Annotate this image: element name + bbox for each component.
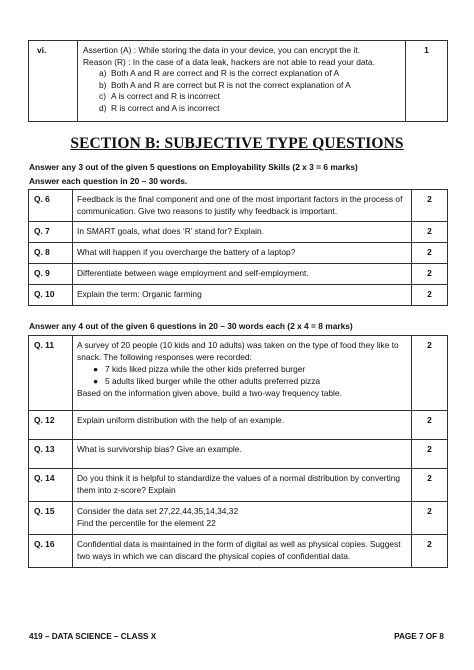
- marks-cell: 2: [412, 502, 448, 535]
- marks-cell: 2: [412, 264, 448, 285]
- marks-cell: 2: [412, 190, 448, 222]
- q11-intro: A survey of 20 people (10 kids and 10 adults) was taken on the type of food they like to snack. The following responses were recorded:: [77, 340, 399, 362]
- table-row: [29, 285, 448, 306]
- instruction-word-limit: Answer each question in 20 – 30 words.: [29, 176, 188, 186]
- marks-cell: 2: [412, 222, 448, 243]
- question-text: What will happen if you overcharge the battery of a laptop?: [73, 243, 412, 264]
- option-letter: d): [99, 102, 107, 113]
- option-letter: b): [99, 79, 107, 90]
- bullet-icon: ●: [93, 364, 99, 375]
- table-row: [29, 502, 448, 535]
- assertion-line: Assertion (A) : While storing the data in your device, you can encrypt the it.: [83, 45, 360, 55]
- reason-line: Reason (R) : In the case of a data leak, hackers are not able to read your data.: [83, 56, 375, 67]
- question-number: Q. 15: [29, 502, 73, 535]
- bullet-text: 7 kids liked pizza while the other kids preferred burger: [105, 364, 306, 375]
- question-number: Q. 10: [29, 285, 73, 306]
- question-text: What is survivorship bias? Give an example.: [73, 440, 412, 469]
- question-number: Q. 12: [29, 411, 73, 440]
- question-text: [73, 336, 412, 411]
- q15-line1: Consider the data set 27,22,44,35,14,34,32: [77, 506, 239, 516]
- question-text: Feedback is the final component and one of the most important factors in the process of communication. Give two reasons to justify why feedback is important.: [73, 190, 412, 222]
- option-text: R is correct and A is incorrect: [111, 102, 220, 113]
- question-number: Q. 9: [29, 264, 73, 285]
- employability-questions-table: [28, 189, 448, 306]
- marks-cell: 2: [412, 285, 448, 306]
- option-letter: c): [99, 91, 106, 102]
- marks-cell: 2: [412, 243, 448, 264]
- marks-cell: 1: [406, 41, 448, 122]
- bullet-list: [77, 364, 405, 387]
- instruction-part1: Answer any 3 out of the given 5 questions on Employability Skills (2 x 3 = 6 marks): [29, 162, 358, 172]
- question-number: Q. 14: [29, 469, 73, 502]
- question-vi-table: [28, 40, 448, 122]
- question-text: In SMART goals, what does ‘R’ stand for? Explain.: [73, 222, 412, 243]
- q11-outro: Based on the information given above, build a two-way frequency table.: [77, 388, 342, 399]
- footer-course-code: 419 – DATA SCIENCE – CLASS X: [29, 632, 157, 641]
- option-d: [83, 103, 400, 115]
- question-text: Differentiate between wage employment and self-employment.: [73, 264, 412, 285]
- marks-cell: 2: [412, 535, 448, 568]
- question-text: Confidential data is maintained in the form of digital as well as physical copies. Suggest two ways in which we can discard the physical copies of confidential data.: [73, 535, 412, 568]
- marks-cell: 2: [412, 411, 448, 440]
- option-a: [83, 68, 400, 80]
- option-b: [83, 80, 400, 92]
- bullet-text: 5 adults liked burger while the other adults preferred pizza: [105, 375, 321, 386]
- table-row: [29, 336, 448, 411]
- question-text: [78, 41, 406, 122]
- table-row: [29, 469, 448, 502]
- table-row: [29, 411, 448, 440]
- question-number: Q. 6: [29, 190, 73, 222]
- question-number: vi.: [29, 41, 78, 122]
- table-row: [29, 190, 448, 222]
- question-text: [73, 502, 412, 535]
- instruction-part2: Answer any 4 out of the given 6 questions in 20 – 30 words each (2 x 4 = 8 marks): [29, 321, 353, 331]
- table-row: [29, 264, 448, 285]
- table-row: [29, 222, 448, 243]
- bullet-icon: ●: [93, 375, 99, 386]
- option-text: A is correct and R is incorrect: [111, 91, 220, 102]
- list-item: [77, 364, 405, 376]
- option-c: [83, 91, 400, 103]
- table-row: [29, 41, 448, 122]
- table-row: [29, 243, 448, 264]
- question-number: Q. 7: [29, 222, 73, 243]
- table-row: [29, 535, 448, 568]
- section-title: SECTION B: SUBJECTIVE TYPE QUESTIONS: [70, 135, 404, 152]
- question-text: Do you think it is helpful to standardize the values of a normal distribution by converting them into z-score? Explain: [73, 469, 412, 502]
- table-row: [29, 440, 448, 469]
- option-list: [83, 68, 400, 114]
- data-science-questions-table: [28, 335, 448, 568]
- list-item: [77, 376, 405, 388]
- q15-line2: Find the percentile for the element 22: [77, 517, 216, 528]
- marks-cell: 2: [412, 440, 448, 469]
- question-text: Explain uniform distribution with the help of an example.: [73, 411, 412, 440]
- footer-page-number: PAGE 7 OF 8: [394, 632, 444, 641]
- question-number: Q. 11: [29, 336, 73, 411]
- option-text: Both A and R are correct and R is the correct explanation of A: [111, 68, 340, 79]
- question-number: Q. 8: [29, 243, 73, 264]
- marks-cell: 2: [412, 336, 448, 411]
- option-letter: a): [99, 68, 107, 79]
- question-number: Q. 13: [29, 440, 73, 469]
- question-text: Explain the term: Organic farming: [73, 285, 412, 306]
- option-text: Both A and R are correct but R is not the correct explanation of A: [111, 79, 351, 90]
- question-number: Q. 16: [29, 535, 73, 568]
- marks-cell: 2: [412, 469, 448, 502]
